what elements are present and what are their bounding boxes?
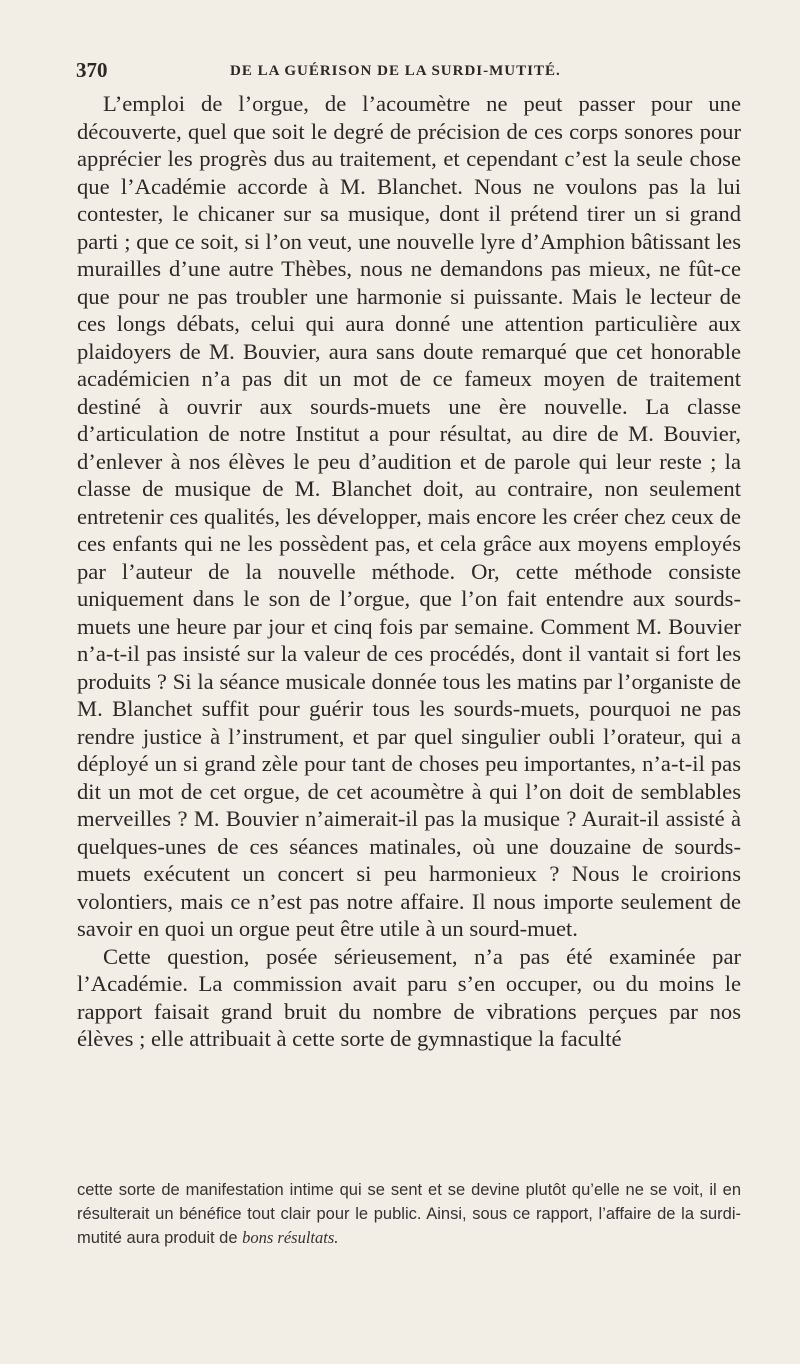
paragraph-2: Cette question, posée sérieusement, n’a pas été examinée par l’Académie. La commission avait paru s’en occuper, ou du moins le rapport faisait grand bruit du nombre de vibrations perçues par nos élèves ; elle attribuait à cette sorte de gymnastique la faculté	[77, 943, 741, 1051]
paragraph-1: L’emploi de l’orgue, de l’acoumètre ne peut passer pour une découverte, quel que soit le degré de précision de ces corps sonores pour apprécier les progrès dus au traitement, et cependant c’est la seule chose que l’Académie accorde à M. Blanchet. Nous ne voulons pas la lui contester, le chicaner sur sa musique, dont il prétend tirer un si grand parti ; que ce soit, si l’on veut, une nouvelle lyre d’Amphion bâtissant les murailles d’une autre Thèbes, nous ne demandons pas mieux, ne fût-ce que pour ne pas troubler une harmonie si puissante. Mais le lecteur de ces longs débats, celui qui aura donné une attention particulière aux plaidoyers de M. Bouvier, aura sans doute remarqué que cet honorable académicien n’a pas dit un mot de ce fameux moyen de traitement destiné à ouvrir aux sourds-muets une ère nouvelle. La classe d’articulation de notre Institut a pour résultat, au dire de M. Bouvier, d’enlever à nos élèves le peu d’audition et de parole qui leur reste ; la classe de musique de M. Blanchet doit, au contraire, non seulement entretenir ces qualités, les développer, mais encore les créer chez ceux de ces enfants qui ne les possèdent pas, et cela grâce aux moyens employés par l’auteur de la nouvelle méthode. Or, cette méthode consiste uniquement dans le son de l’orgue, que l’on fait entendre aux sourds-muets une heure par jour et cinq fois par semaine. Comment M. Bouvier n’a-t-il pas insisté sur la valeur de ces procédés, dont il vantait si fort les produits ? Si la séance musicale donnée tous les matins par l’organiste de M. Blanchet suffit pour guérir tous les sourds-muets, pourquoi ne pas rendre justice à l’instrument, et par quel singulier oubli l’orateur, qui a déployé un si grand zèle pour tant de choses peu importantes, n’a-t-il pas dit un mot de cet orgue, de cet acoumètre à qui l’on doit de semblables merveilles ? M. Bouvier n’aimerait-il pas la musique ? Aurait-il assisté à quelques-unes de ces séances matinales, où une douzaine de sourds-muets exécutent un concert si peu harmonieux ? Nous le croirions volontiers, mais ce n’est pas notre affaire. Il nous importe seulement de savoir en quoi un orgue peut être utile à un sourd-muet.	[77, 91, 741, 941]
page-number: 370	[76, 58, 108, 82]
footnote-italic-end: bons résultats.	[242, 1228, 339, 1247]
running-title: DE LA GUÉRISON DE LA SURDI-MUTITÉ.	[230, 63, 561, 79]
footnote	[77, 1178, 741, 1250]
footnote-paragraph	[77, 1178, 741, 1250]
page-header	[76, 58, 736, 84]
main-text	[77, 90, 741, 1053]
footnote-text: cette sorte de manifestation intime qui se sent et se devine plutôt qu’elle ne se voit, il en résulterait un bénéfice tout clair pour le public. Ainsi, sous ce rapport, l’affaire de la surdi-mutité aura produit de	[77, 1181, 741, 1247]
